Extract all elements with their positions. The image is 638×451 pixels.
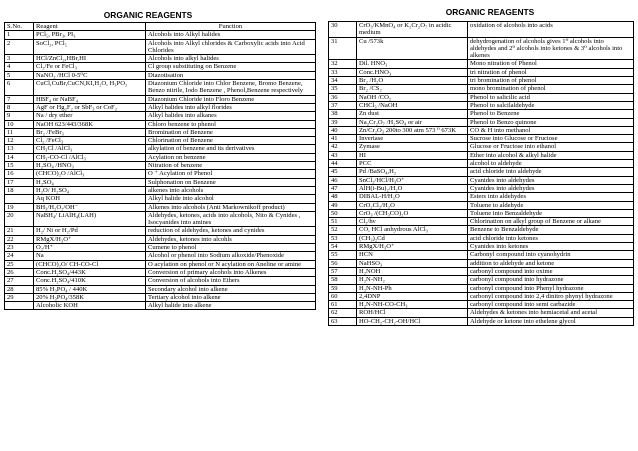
- row-reagent: 85% H₃PO₄ / 440K: [34, 285, 146, 293]
- row-reagent: HBF₄ or NaBF₄: [34, 95, 146, 103]
- table-row: [5, 112, 316, 120]
- table-row: [329, 309, 634, 317]
- row-function: Secondary alcohol into alkene: [146, 285, 316, 293]
- table-row: [5, 178, 316, 186]
- row-reagent: CrO₂Cl₂/H₂O: [357, 201, 468, 209]
- row-function: Alkyl halide into alcohol: [146, 195, 316, 203]
- table-row: [5, 39, 316, 55]
- row-sno: 56: [329, 259, 357, 267]
- row-reagent: H₂SO₄: [34, 178, 146, 186]
- header-sno: S.No.: [5, 23, 34, 31]
- row-function: Alkyl halide into alkene: [146, 302, 316, 310]
- row-function: Diazonium Chloride into Floro Benzene: [146, 95, 316, 103]
- row-reagent: Cu /573k: [357, 37, 468, 60]
- row-function: Esters into aldehydes: [468, 193, 634, 201]
- table-row: [5, 203, 316, 211]
- row-function: Alcohols into Alkyl halides: [146, 31, 316, 39]
- row-reagent: CuCl,CuBr,CuCN,KI,H₂O, H₃PO₂: [34, 80, 146, 96]
- row-function: Alkyl halides into alkyl florides: [146, 103, 316, 111]
- table-row: [5, 302, 316, 310]
- row-sno: 26: [5, 268, 34, 276]
- row-function: Aldehydes, ketones, acids into alcohols, Nito & Cynides , Isocyanides into amines: [146, 211, 316, 227]
- row-sno: 49: [329, 201, 357, 209]
- header-reagent: Reagent: [34, 23, 146, 31]
- row-function: Bromination of Benzene: [146, 128, 316, 136]
- left-page-title: ORGANIC REAGENTS: [103, 10, 193, 20]
- right-panel: [328, 7, 634, 326]
- row-sno: 11: [5, 128, 34, 136]
- row-sno: 37: [329, 101, 357, 109]
- row-function: Sucrose into Glucose or Fructose: [468, 135, 634, 143]
- table-row: [5, 63, 316, 71]
- row-function: mono bromination of phenol: [468, 85, 634, 93]
- row-function: Nitration of benzene: [146, 162, 316, 170]
- table-row: [329, 160, 634, 168]
- row-sno: 59: [329, 284, 357, 292]
- row-sno: 39: [329, 118, 357, 126]
- row-sno: 10: [5, 120, 34, 128]
- row-sno: 57: [329, 267, 357, 275]
- table-row: [5, 95, 316, 103]
- table-row: [329, 292, 634, 300]
- row-sno: 60: [329, 292, 357, 300]
- row-sno: 4: [5, 63, 34, 71]
- row-sno: 20: [5, 211, 34, 227]
- row-reagent: HCl/ZnCl₂,HBr,HI: [34, 55, 146, 63]
- row-reagent: 20% H₃PO₄/358K: [34, 293, 146, 301]
- table-row: [329, 110, 634, 118]
- table-row: [329, 176, 634, 184]
- row-function: Carbonyl compound into cyanohydrin: [468, 251, 634, 259]
- table-row: [5, 162, 316, 170]
- row-function: Chlorination on alkyl group of Benzene or alkane: [468, 218, 634, 226]
- row-sno: 48: [329, 193, 357, 201]
- row-reagent: PCC: [357, 160, 468, 168]
- row-function: CO & H into methanol: [468, 126, 634, 134]
- row-function: Alcohol or phenol into Sodium alkoxide/Phenoxide: [146, 252, 316, 260]
- table-row: [329, 184, 634, 192]
- table-row: [329, 93, 634, 101]
- row-function: Cl group substituting on Benzene: [146, 63, 316, 71]
- row-function: Sulphonation on Benzene: [146, 178, 316, 186]
- table-row: [329, 101, 634, 109]
- table-row: [5, 31, 316, 39]
- row-function: dehydrogenation of alcohols gives 1⁰ alcohols into aldehydes and 2⁰ alcohols into ketones & 3⁰ alcohols into alkenes: [468, 37, 634, 60]
- row-reagent: Cl₂/Fe or FeCl₃: [34, 63, 146, 71]
- row-sno: 28: [5, 285, 34, 293]
- row-reagent: AgF or Hg₂F₂ or SbF₃ or CoF₂: [34, 103, 146, 111]
- header-function: Function: [146, 23, 316, 31]
- table-row: [329, 77, 634, 85]
- table-row: [5, 128, 316, 136]
- table-row: [329, 22, 634, 38]
- row-sno: 24: [5, 252, 34, 260]
- table-row: [329, 151, 634, 159]
- row-reagent: Alcoholic KOH: [34, 302, 146, 310]
- row-function: Cyanides into ketones: [468, 243, 634, 251]
- row-reagent: RMgX/H₃O⁺: [34, 235, 146, 243]
- row-reagent: HCN: [357, 251, 468, 259]
- row-sno: 40: [329, 126, 357, 134]
- row-function: Alcohols into Alkyl chlorides & Carboxylic acids into Acid Chlorides: [146, 39, 316, 55]
- table-row: [329, 193, 634, 201]
- table-row: [5, 55, 316, 63]
- row-reagent: H₂NOH: [357, 267, 468, 275]
- table-row: [329, 68, 634, 76]
- row-function: O ⁺ Acylation of Phenol: [146, 170, 316, 178]
- left-reagent-table: [4, 22, 316, 310]
- row-sno: 5: [5, 71, 34, 79]
- row-function: carbonyl compound into semi carbazide: [468, 301, 634, 309]
- row-sno: [5, 195, 34, 203]
- row-sno: 29: [5, 293, 34, 301]
- row-function: carbonyl compound into oxime: [468, 267, 634, 275]
- table-row: [329, 60, 634, 68]
- row-sno: 42: [329, 143, 357, 151]
- table-row: [5, 195, 316, 203]
- right-page-title: ORGANIC REAGENTS: [445, 7, 535, 17]
- table-row: [329, 218, 634, 226]
- table-row: [5, 170, 316, 178]
- row-sno: 34: [329, 77, 357, 85]
- row-sno: 55: [329, 251, 357, 259]
- table-row: [5, 260, 316, 268]
- row-reagent: H₂N-NH₂: [357, 276, 468, 284]
- table-row: [5, 211, 316, 227]
- row-reagent: H₂SO₄ /HNO₃: [34, 162, 146, 170]
- row-sno: 33: [329, 68, 357, 76]
- table-row: [5, 80, 316, 96]
- table-row: [5, 244, 316, 252]
- row-reagent: SnCl₂/HCl/H₃O⁺: [357, 176, 468, 184]
- table-row: [329, 37, 634, 60]
- row-reagent: CrO₃/KMnO₄ or K₂Cr₂O₇ in acidic medium: [357, 22, 468, 38]
- table-row: [329, 126, 634, 134]
- row-reagent: H₂N-NH-Ph: [357, 284, 468, 292]
- row-reagent: 2,4DNP: [357, 292, 468, 300]
- table-row: [329, 251, 634, 259]
- row-reagent: Invertase: [357, 135, 468, 143]
- table-row: [5, 277, 316, 285]
- row-function: Toluene to aldehyde: [468, 201, 634, 209]
- table-row: [329, 267, 634, 275]
- row-sno: 12: [5, 137, 34, 145]
- row-sno: 31: [329, 37, 357, 60]
- row-reagent: Zn dust: [357, 110, 468, 118]
- row-reagent: NaOH /CO₂: [357, 93, 468, 101]
- row-reagent: (CH₃)₂Cd: [357, 234, 468, 242]
- row-function: Glucose or Fructose into ethanol: [468, 143, 634, 151]
- row-function: Alkenes into alcohols (Anti Markownikoff product): [146, 203, 316, 211]
- row-function: Aldehyde or ketone into ethelene glycol: [468, 317, 634, 325]
- row-sno: 38: [329, 110, 357, 118]
- table-row: [329, 143, 634, 151]
- row-function: reduction of aldehydes, ketones and cynides: [146, 227, 316, 235]
- row-reagent: Zymase: [357, 143, 468, 151]
- table-row: [329, 209, 634, 217]
- row-reagent: NaOH 623/443/368K: [34, 120, 146, 128]
- row-sno: 25: [5, 260, 34, 268]
- row-function: Cumene to phenol: [146, 244, 316, 252]
- table-row: [329, 234, 634, 242]
- row-function: alkenes into alcohols: [146, 186, 316, 194]
- row-function: Phenol to salicilic acid: [468, 93, 634, 101]
- row-function: acid chloride into aldehyde: [468, 168, 634, 176]
- row-reagent: (CHCO)₂O/ CH-CO-Cl: [34, 260, 146, 268]
- row-function: Tertiary alcohol into alkene: [146, 293, 316, 301]
- row-function: Diazonium Chloride into Chlor Benzene, Bromo Benzene, Benzo nitrile, Iodo Benzene , Phenol,Benzene respectively: [146, 80, 316, 96]
- row-reagent: Pd /BaSO₄,H₂: [357, 168, 468, 176]
- table-row: [5, 285, 316, 293]
- table-row: [329, 118, 634, 126]
- row-function: oxidation of alcohols into acids: [468, 22, 634, 38]
- table-row: [329, 301, 634, 309]
- table-row: [329, 276, 634, 284]
- left-panel: [4, 10, 316, 310]
- row-sno: 35: [329, 85, 357, 93]
- right-reagent-table: [328, 21, 634, 326]
- row-function: tri nitration of phenol: [468, 68, 634, 76]
- row-sno: 18: [5, 186, 34, 194]
- row-sno: 53: [329, 234, 357, 242]
- row-sno: 9: [5, 112, 34, 120]
- row-function: Diazotisation: [146, 71, 316, 79]
- table-row: [5, 153, 316, 161]
- row-sno: 16: [5, 170, 34, 178]
- row-function: Conversion of alcohols into Ethers: [146, 277, 316, 285]
- row-function: Toluene into Benzaldehyde: [468, 209, 634, 217]
- table-header-row: [5, 23, 316, 31]
- row-sno: 52: [329, 226, 357, 234]
- row-sno: 45: [329, 168, 357, 176]
- row-sno: 36: [329, 93, 357, 101]
- row-reagent: H₂O/ H₂SO₄: [34, 186, 146, 194]
- row-reagent: CH₃-CO-Cl /AlCl₃: [34, 153, 146, 161]
- row-reagent: NaHSO₃: [357, 259, 468, 267]
- row-function: Acylation on benzene: [146, 153, 316, 161]
- row-function: carbonyl compound into hydrazone: [468, 276, 634, 284]
- table-row: [329, 226, 634, 234]
- row-reagent: NaNO₂ /HCl 0-5⁰C: [34, 71, 146, 79]
- row-sno: 27: [5, 277, 34, 285]
- table-row: [329, 243, 634, 251]
- row-sno: 58: [329, 276, 357, 284]
- row-function: alkylation of benzene and its derivatives: [146, 145, 316, 153]
- row-reagent: ROH/HCl: [357, 309, 468, 317]
- row-reagent: CrO₃ /(CH₃CO)₂O: [357, 209, 468, 217]
- table-row: [329, 135, 634, 143]
- table-row: [5, 227, 316, 235]
- table-row: [5, 235, 316, 243]
- row-reagent: Br₂ /FeBr₃: [34, 128, 146, 136]
- row-sno: 46: [329, 176, 357, 184]
- row-sno: 23: [5, 244, 34, 252]
- row-reagent: (CHCO)₂O /AlCl₃: [34, 170, 146, 178]
- table-row: [5, 120, 316, 128]
- row-sno: 8: [5, 103, 34, 111]
- row-sno: 54: [329, 243, 357, 251]
- row-reagent: PCl₅, PBr₃, PI₃: [34, 31, 146, 39]
- table-row: [5, 252, 316, 260]
- row-reagent: BH₃/H₂O₂/OH⁻: [34, 203, 146, 211]
- row-function: addition to aldehyde and ketone: [468, 259, 634, 267]
- row-function: Benzene to Benzaldehyde: [468, 226, 634, 234]
- row-function: Conversion of primary alcohols into Alkenes: [146, 268, 316, 276]
- row-function: Ether into alcohol & alkyl halide: [468, 151, 634, 159]
- row-reagent: O₂/H⁺: [34, 244, 146, 252]
- table-row: [329, 201, 634, 209]
- row-sno: 44: [329, 160, 357, 168]
- row-function: acid chloride into ketones: [468, 234, 634, 242]
- row-sno: 43: [329, 151, 357, 159]
- row-reagent: Cl₂/hν: [357, 218, 468, 226]
- row-reagent: RMgX/H₃O⁺: [357, 243, 468, 251]
- row-reagent: CO, HCl anhydrous AlCl₃: [357, 226, 468, 234]
- row-function: Aldehydes & ketones into hemiacetal and acetal: [468, 309, 634, 317]
- row-function: Mono nitration of Phenol: [468, 60, 634, 68]
- row-reagent: DIBAL-H/H₂O: [357, 193, 468, 201]
- row-sno: 63: [329, 317, 357, 325]
- table-row: [329, 317, 634, 325]
- row-function: Alcohols into alkyl halides: [146, 55, 316, 63]
- row-function: tri bromination of phenol: [468, 77, 634, 85]
- row-reagent: Na: [34, 252, 146, 260]
- table-row: [329, 259, 634, 267]
- row-sno: 50: [329, 209, 357, 217]
- row-reagent: Conc.H₂SO₄/443K: [34, 268, 146, 276]
- row-reagent: Conc.H₂SO₄/410K: [34, 277, 146, 285]
- row-reagent: H₂N-NH-CO-CH₃: [357, 301, 468, 309]
- row-reagent: Na₂Cr₂O₇ /H₂SO₄ or air: [357, 118, 468, 126]
- row-sno: 2: [5, 39, 34, 55]
- table-row: [5, 145, 316, 153]
- row-function: Aldehydes, ketones into alcohls: [146, 235, 316, 243]
- row-reagent: Cl₂ /FeCl₃: [34, 137, 146, 145]
- table-row: [329, 168, 634, 176]
- row-reagent: Zn/Cr₂O₃ 200to 300 atm 573 ⁰ 673K: [357, 126, 468, 134]
- row-reagent: AlH(i-Bu)₂/H₂O: [357, 184, 468, 192]
- row-sno: 6: [5, 80, 34, 96]
- row-sno: [5, 302, 34, 310]
- row-function: carbonyl compound into 2,4 dinitro phynyl hydrazone: [468, 292, 634, 300]
- row-reagent: CHCl₃ /NaOH: [357, 101, 468, 109]
- row-sno: 3: [5, 55, 34, 63]
- row-reagent: H₂/ Ni or H₂/Pd: [34, 227, 146, 235]
- row-reagent: Dil. HNO₃: [357, 60, 468, 68]
- row-sno: 51: [329, 218, 357, 226]
- row-reagent: Conc.HNO₃: [357, 68, 468, 76]
- row-function: carbonyl compound into Phenyl hydrazone: [468, 284, 634, 292]
- table-row: [329, 85, 634, 93]
- row-reagent: Br₂ /CS₂: [357, 85, 468, 93]
- row-reagent: Na / dry ether: [34, 112, 146, 120]
- row-sno: 30: [329, 22, 357, 38]
- row-reagent: HO-CH₂-CH₂-OH/HCl: [357, 317, 468, 325]
- row-sno: 21: [5, 227, 34, 235]
- row-reagent: HI: [357, 151, 468, 159]
- table-row: [5, 103, 316, 111]
- row-reagent: SoCl₂, PCl₅: [34, 39, 146, 55]
- row-sno: 22: [5, 235, 34, 243]
- row-sno: 1: [5, 31, 34, 39]
- row-sno: 47: [329, 184, 357, 192]
- row-function: Cyanides into aldehydes: [468, 176, 634, 184]
- row-reagent: NaBH₄/ LiAlH₄(LAH): [34, 211, 146, 227]
- table-row: [5, 268, 316, 276]
- row-sno: 62: [329, 309, 357, 317]
- table-row: [5, 186, 316, 194]
- row-sno: 32: [329, 60, 357, 68]
- row-function: Chlorination of Benzene: [146, 137, 316, 145]
- row-function: alcohol to aldehyde: [468, 160, 634, 168]
- table-row: [329, 284, 634, 292]
- row-function: Phenol to Benzene: [468, 110, 634, 118]
- row-reagent: Br₂ /H₂O: [357, 77, 468, 85]
- row-reagent: CH₃Cl /AlCl₃: [34, 145, 146, 153]
- row-function: Chloro benzene to phenol: [146, 120, 316, 128]
- row-function: Phenol to Benzo quinone: [468, 118, 634, 126]
- table-row: [5, 293, 316, 301]
- table-row: [5, 137, 316, 145]
- row-sno: 19: [5, 203, 34, 211]
- row-function: O acylation on phenol or N acylation on Aneline or amine: [146, 260, 316, 268]
- row-sno: 13: [5, 145, 34, 153]
- row-sno: 61: [329, 301, 357, 309]
- table-row: [5, 71, 316, 79]
- row-function: Cyanides into aldehydes: [468, 184, 634, 192]
- row-sno: 14: [5, 153, 34, 161]
- row-sno: 17: [5, 178, 34, 186]
- row-sno: 15: [5, 162, 34, 170]
- row-sno: 41: [329, 135, 357, 143]
- row-function: Alkyl halides into alkanes: [146, 112, 316, 120]
- row-function: Phenol to salcilaldehyde: [468, 101, 634, 109]
- row-reagent: Aq KOH: [34, 195, 146, 203]
- row-sno: 7: [5, 95, 34, 103]
